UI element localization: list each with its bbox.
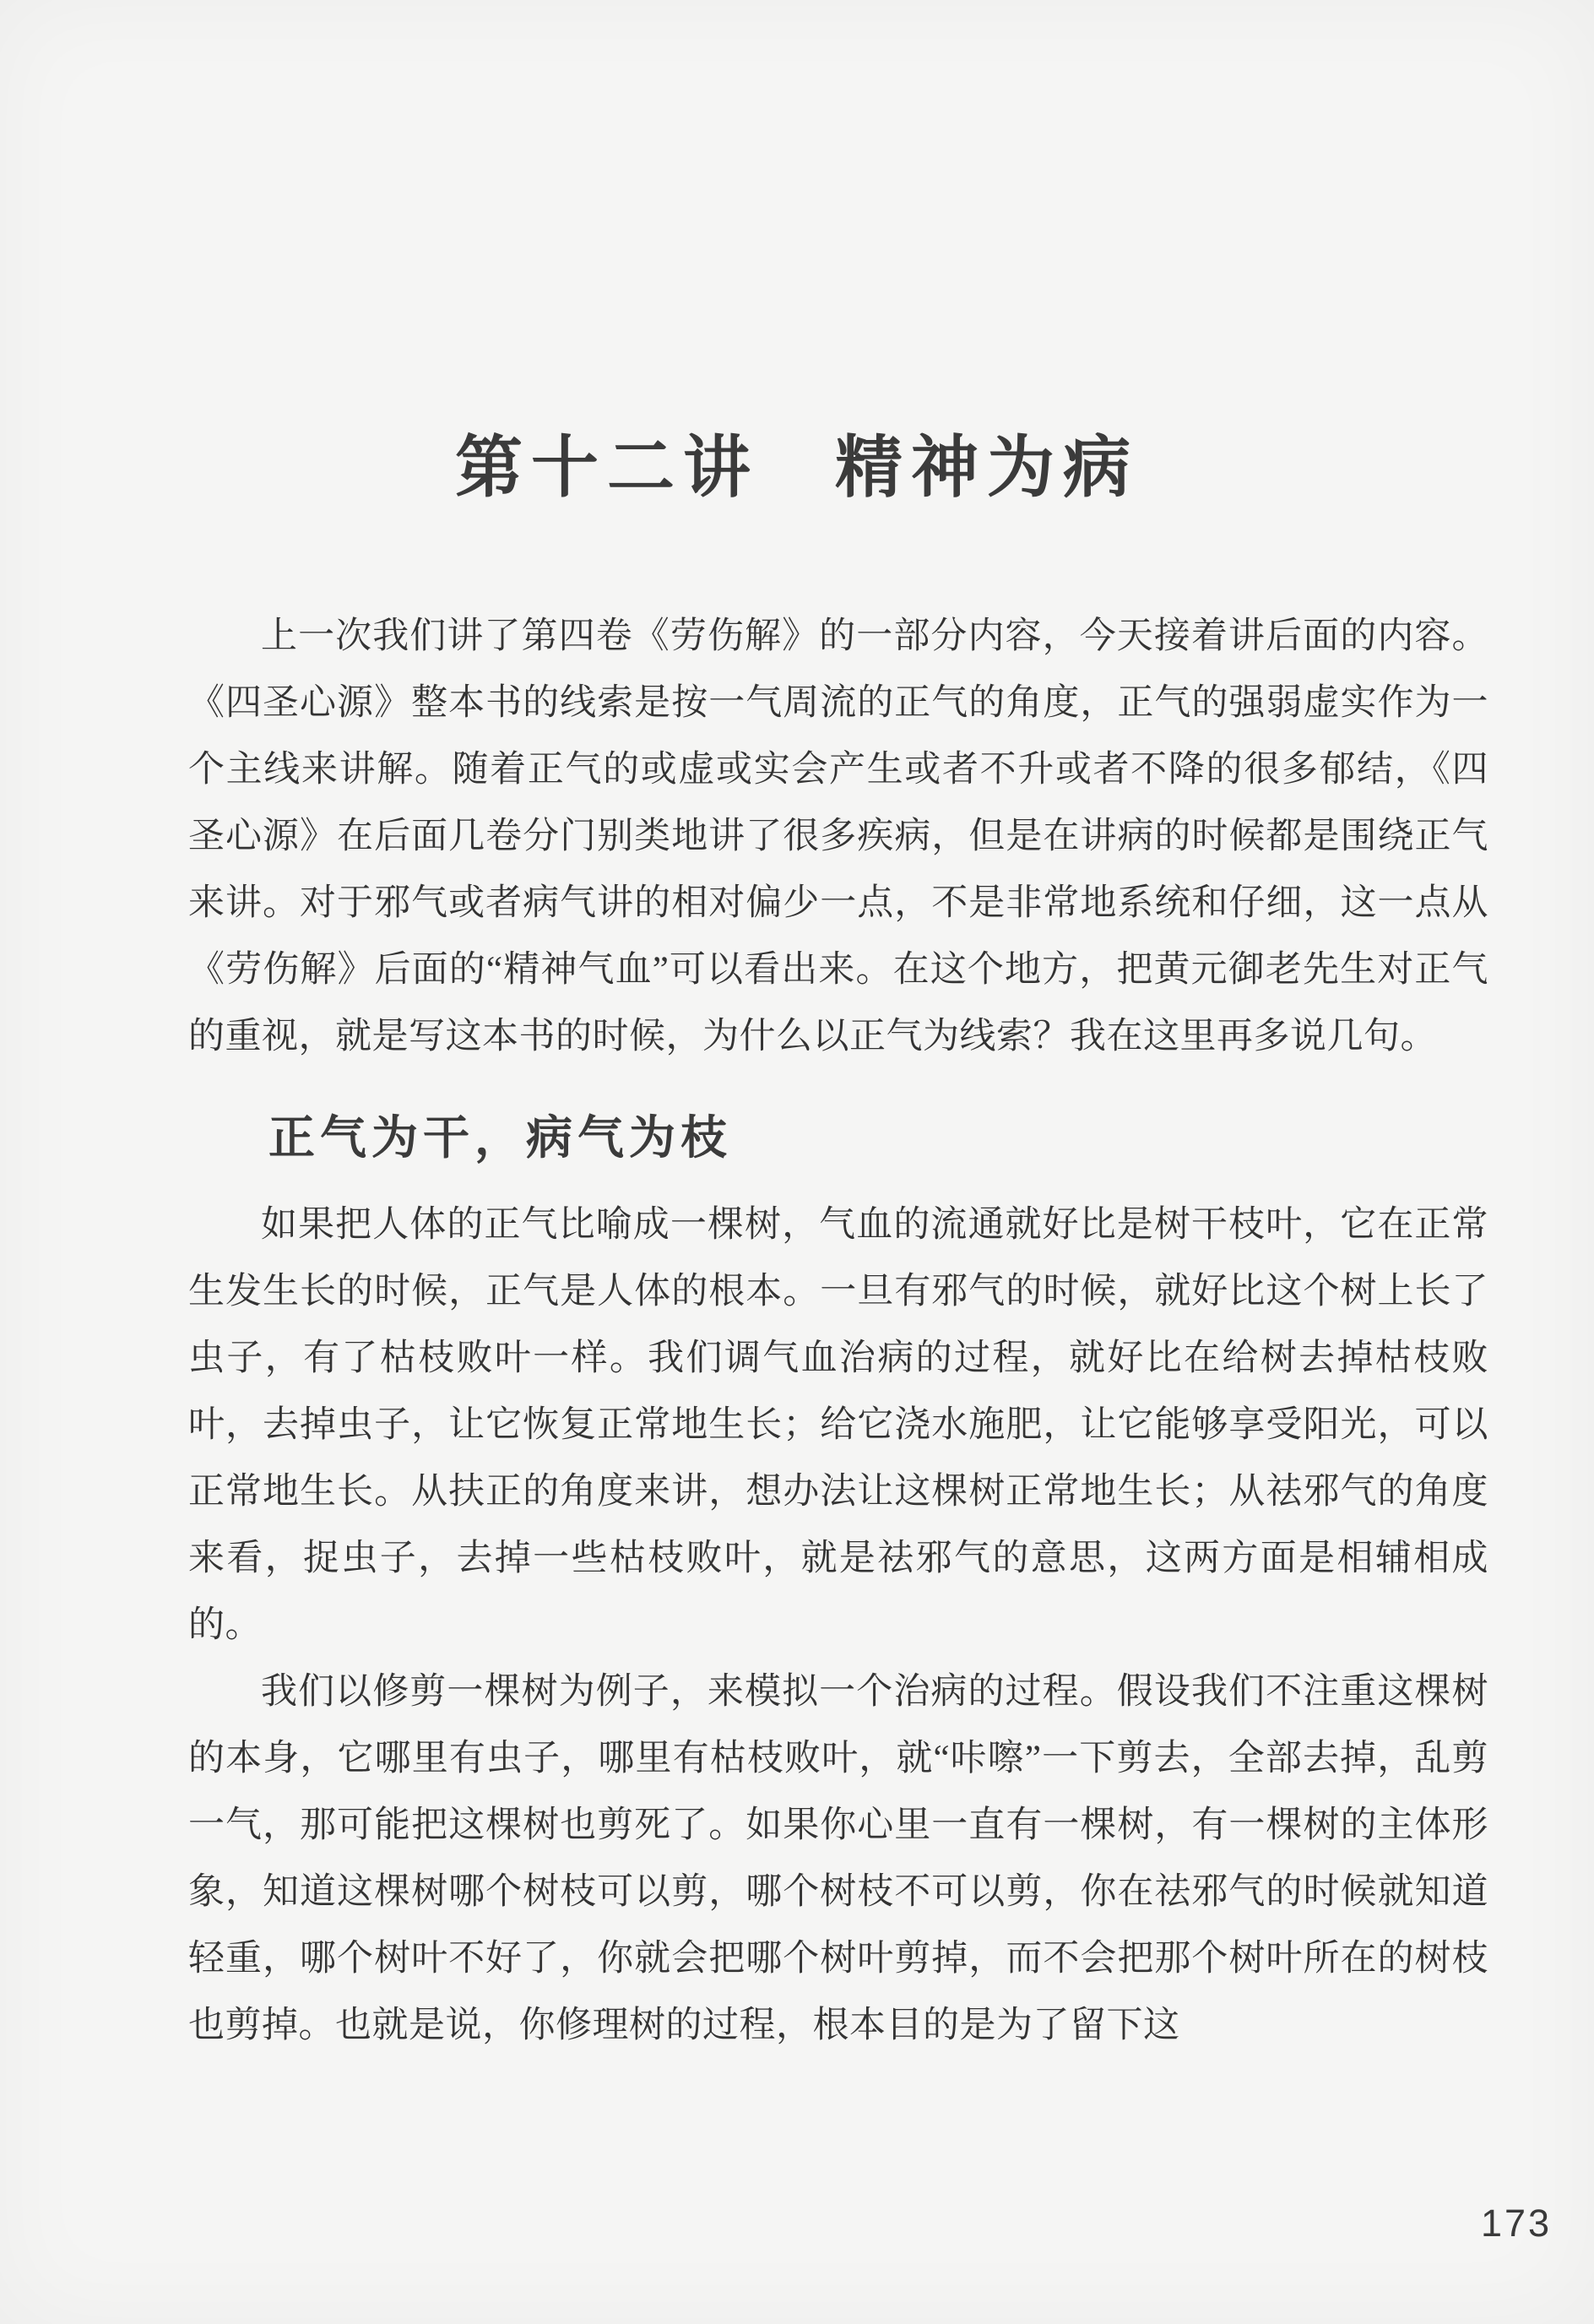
- page-number: 173: [1481, 2202, 1553, 2245]
- page-body: [188, 603, 1488, 2059]
- paragraph-tree-metaphor: 如果把人体的正气比喻成一棵树，气血的流通就好比是树干枝叶，它在正常生发生长的时候，正气是人体的根本。一旦有邪气的时候，就好比这个树上长了虫子，有了枯枝败叶一样。我们调气血治病的过程，就好比在给树去掉枯枝败叶，去掉虫子，让它恢复正常地生长；给它浇水施肥，让它能够享受阳光，可以正常地生长。从扶正的角度来讲，想办法让这棵树正常地生长；从祛邪气的角度来看，捉虫子，去掉一些枯枝败叶，就是祛邪气的意思，这两方面是相辅相成的。: [188, 1205, 1488, 1645]
- section-heading: 正气为干，病气为枝: [268, 1112, 733, 1164]
- chapter-title: 第十二讲 精神为病: [455, 432, 1139, 506]
- paragraph-pruning-example: 我们以修剪一棵树为例子，来模拟一个治病的过程。假设我们不注重这棵树的本身，它哪里有虫子，哪里有枯枝败叶，就“咔嚓”一下剪去，全部去掉，乱剪一气，那可能把这棵树也剪死了。如果你心里一直有一棵树，有一棵树的主体形象，知道这棵树哪个树枝可以剪，哪个树枝不可以剪，你在祛邪气的时候就知道轻重，哪个树叶不好了，你就会把哪个树叶剪掉，而不会把那个树叶所在的树枝也剪掉。也就是说，你修理树的过程，根本目的是为了留下这: [188, 1672, 1488, 2045]
- paragraph-intro: 上一次我们讲了第四卷《劳伤解》的一部分内容，今天接着讲后面的内容。《四圣心源》整本书的线索是按一气周流的正气的角度，正气的强弱虚实作为一个主线来讲解。随着正气的或虚或实会产生或者不升或者不降的很多郁结，《四圣心源》在后面几卷分门别类地讲了很多疾病，但是在讲病的时候都是围绕正气来讲。对于邪气或者病气讲的相对偏少一点，不是非常地系统和仔细，这一点从《劳伤解》后面的“精神气血”可以看出来。在这个地方，把黄元御老先生对正气的重视，就是写这本书的时候，为什么以正气为线索？我在这里再多说几句。: [188, 616, 1488, 1056]
